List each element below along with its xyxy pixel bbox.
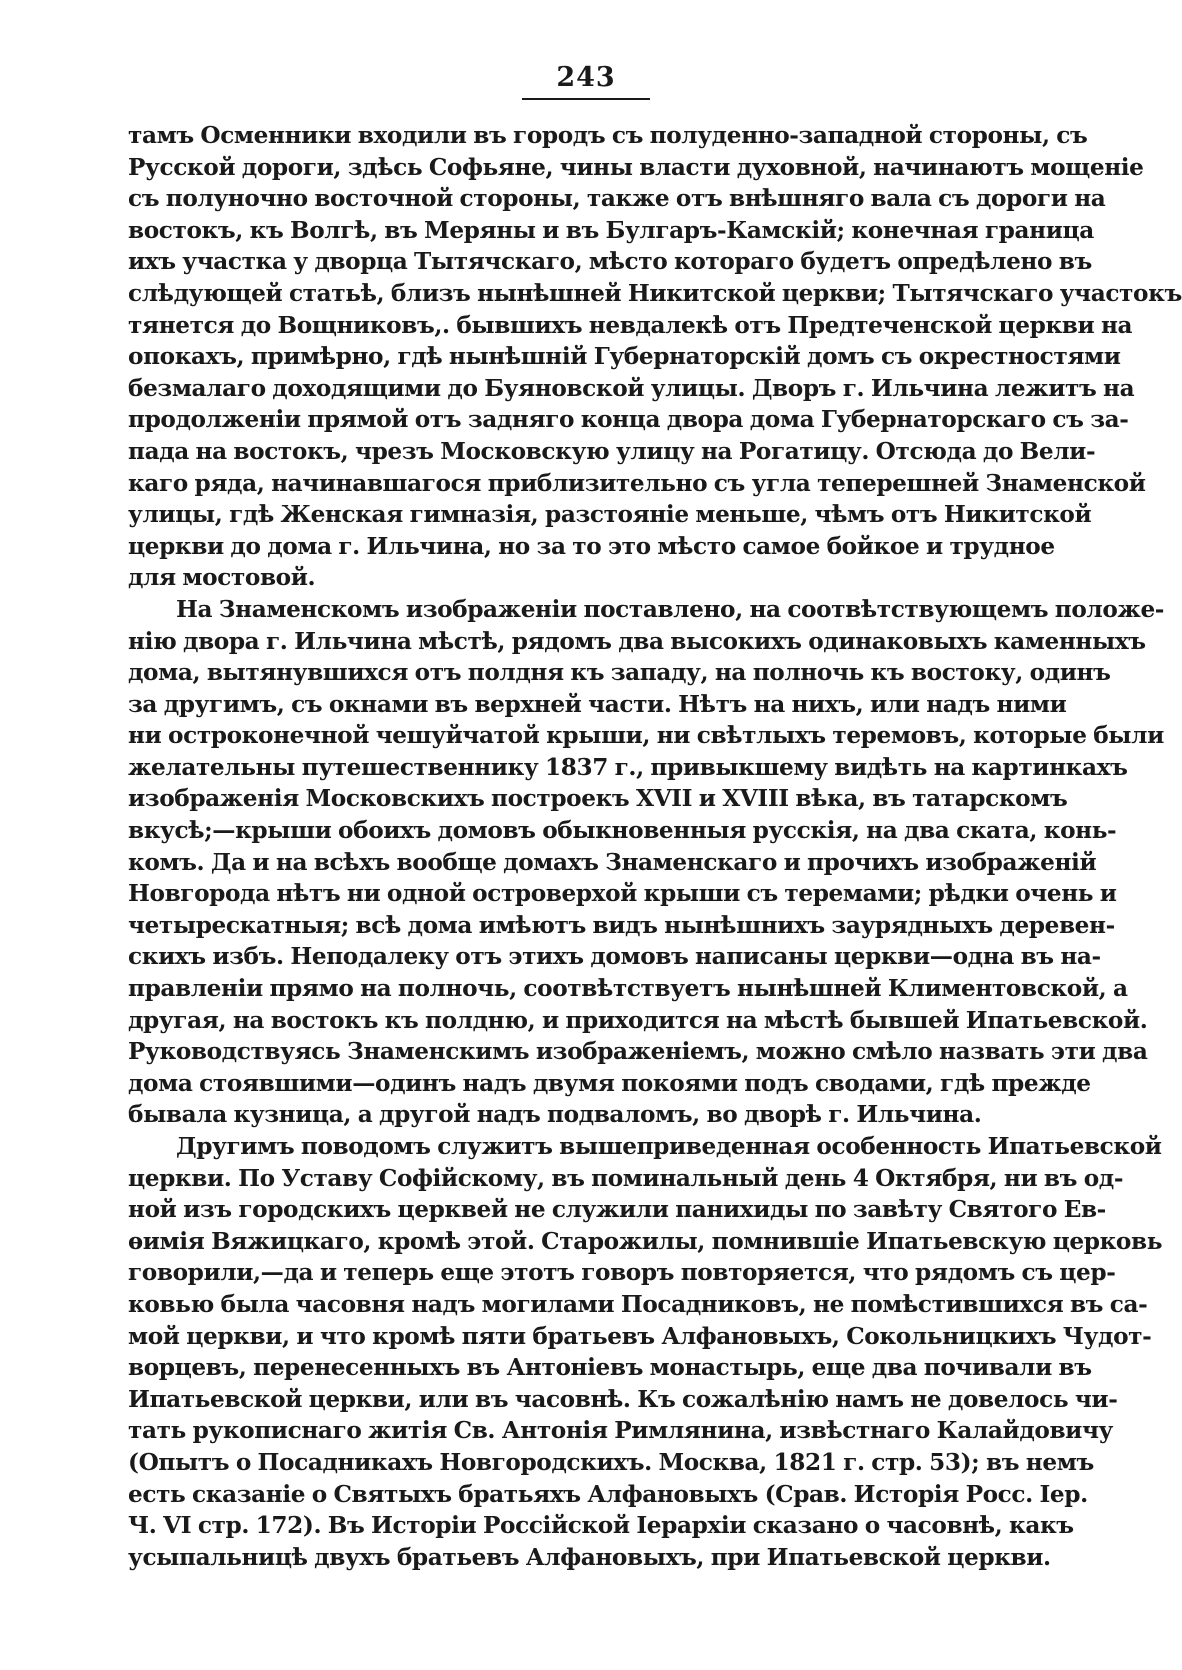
text-line: комъ. Да и на всѣхъ вообще домахъ Знаменскаго и прочихъ изображеній [128, 848, 1097, 876]
paragraph-3 [128, 1131, 1163, 1573]
text-line: церкви. По Уставу Софійскому, въ поминальный день 4 Октября, ни въ од- [128, 1164, 1124, 1192]
text-line: Новгорода нѣтъ ни одной островерхой крыши съ теремами; рѣдки очень и [128, 880, 1117, 908]
text-line: съ полуночно восточной стороны, также отъ внѣшняго вала съ дороги на [128, 185, 1106, 213]
text-line: востокъ, къ Волгѣ, въ Меряны и въ Булгаръ-Камскій; конечная граница [128, 216, 1094, 244]
text-line: дома, вытянувшихся отъ полдня къ западу, на полночь къ востоку, одинъ [128, 659, 1111, 687]
text-line: усыпальницѣ двухъ братьевъ Алфановыхъ, при Ипатьевской церкви. [128, 1543, 1051, 1571]
text-line: тать рукописнаго житія Св. Антонія Римлянина, извѣстнаго Калайдовичу [128, 1417, 1113, 1445]
text-line: ной изъ городскихъ церквей не служили панихиды по завѣту Святого Ев- [128, 1196, 1106, 1224]
text-line: изображенія Московскихъ построекъ XVII и XVIII вѣка, въ татарскомъ [128, 785, 1068, 813]
text-line: опокахъ, примѣрно, гдѣ нынѣшній Губернаторскій домъ съ окрестностями [128, 343, 1121, 371]
paragraph-1 [128, 120, 1182, 594]
text-line: мой церкви, и что кромѣ пяти братьевъ Алфановыхъ, Сокольницкихъ Чудот- [128, 1322, 1152, 1350]
text-line: другая, на востокъ къ полдню, и приходится на мѣстѣ бывшей Ипатьевской. [128, 1006, 1148, 1034]
text-line: четырескатныя; всѣ дома имѣютъ видъ нынѣшнихъ заурядныхъ деревен- [128, 911, 1115, 939]
text-line: безмалаго доходящими до Буяновской улицы. Дворъ г. Ильчина лежитъ на [128, 374, 1135, 402]
text-line: улицы, гдѣ Женская гимназія, разстояніе меньше, чѣмъ отъ Никитской [128, 501, 1092, 529]
text-line: пада на востокъ, чрезъ Московскую улицу на Рогатицу. Отсюда до Вели- [128, 437, 1096, 465]
text-line: Другимъ поводомъ служитъ вышеприведенная особенность Ипатьевской [176, 1133, 1162, 1160]
text-line: Русской дороги, здѣсь Софьяне, чины власти духовной, начинаютъ мощеніе [128, 153, 1144, 181]
text-line: для мостовой. [128, 564, 316, 592]
text-line: ковью была часовня надъ могилами Посадниковъ, не помѣстившихся въ са- [128, 1290, 1148, 1318]
text-line: желательны путешественнику 1837 г., привыкшему видѣть на картинкахъ [128, 753, 1128, 781]
text-line: есть сказаніе о Святыхъ братьяхъ Алфановыхъ (Срав. Исторія Росс. Іер. [128, 1480, 1088, 1508]
page-number: 243 [556, 62, 616, 93]
text-line: бывала кузница, а другой надъ подваломъ, во дворѣ г. Ильчина. [128, 1101, 982, 1129]
text-line: церкви до дома г. Ильчина, но за то это мѣсто самое бойкое и трудное [128, 532, 1055, 560]
text-line: Руководствуясь Знаменскимъ изображеніемъ, можно смѣло назвать эти два [128, 1038, 1148, 1066]
text-line: за другимъ, съ окнами въ верхней части. Нѣтъ на нихъ, или надъ ними [128, 690, 1067, 718]
text-line: Ч. VI стр. 172). Въ Исторіи Россійской Іерархіи сказано о часовнѣ, какъ [128, 1512, 1074, 1540]
text-line: ихъ участка у дворца Тытячскаго, мѣсто котораго будетъ опредѣлено въ [128, 248, 1092, 276]
paragraph-2 [128, 594, 1165, 1131]
text-line: ѳимія Вяжицкаго, кромѣ этой. Старожилы, помнившіе Ипатьевскую церковь [128, 1227, 1163, 1255]
text-body [128, 120, 1182, 1573]
text-line: говорили,—да и теперь еще этотъ говоръ повторяется, что рядомъ съ цер- [128, 1259, 1116, 1287]
text-line: (Опытъ о Посадникахъ Новгородскихъ. Москва, 1821 г. стр. 53); въ немъ [128, 1448, 1094, 1476]
text-line: слѣдующей статьѣ, близъ нынѣшней Никитской церкви; Тытячскаго участокъ [128, 279, 1182, 307]
text-line: вкусѣ;—крыши обоихъ домовъ обыкновенныя русскія, на два ската, конь- [128, 817, 1117, 845]
text-line: ворцевъ, перенесенныхъ въ Антоніевъ монастырь, еще два почивали въ [128, 1354, 1092, 1382]
text-line: ни остроконечной чешуйчатой крыши, ни свѣтлыхъ теремовъ, которые были [128, 722, 1164, 750]
text-line: На Знаменскомъ изображеніи поставлено, на соотвѣтствующемъ положе- [176, 595, 1165, 623]
text-line: тянется до Вощниковъ,. бывшихъ невдалекѣ отъ Предтеченской церкви на [128, 311, 1133, 339]
text-line: нію двора г. Ильчина мѣстѣ, рядомъ два высокихъ одинаковыхъ каменныхъ [128, 627, 1146, 655]
text-line: продолженіи прямой отъ задняго конца двора дома Губернаторскаго съ за- [128, 406, 1129, 434]
text-line: Ипатьевской церкви, или въ часовнѣ. Къ сожалѣнію намъ не довелось чи- [128, 1385, 1118, 1413]
text-line: каго ряда, начинавшагося приблизительно съ угла теперешней Знаменской [128, 469, 1146, 497]
text-line: скихъ избъ. Неподалеку отъ этихъ домовъ написаны церкви—одна въ на- [128, 943, 1101, 971]
text-line: тамъ Осменники входили въ городъ съ полуденно-западной стороны, съ [128, 122, 1088, 149]
page-number-rule [522, 98, 650, 100]
text-line: правленіи прямо на полночь, соотвѣтствуетъ нынѣшней Климентовской, а [128, 975, 1128, 1003]
text-line: дома стоявшими—одинъ надъ двумя покоями подъ сводами, гдѣ прежде [128, 1069, 1091, 1097]
